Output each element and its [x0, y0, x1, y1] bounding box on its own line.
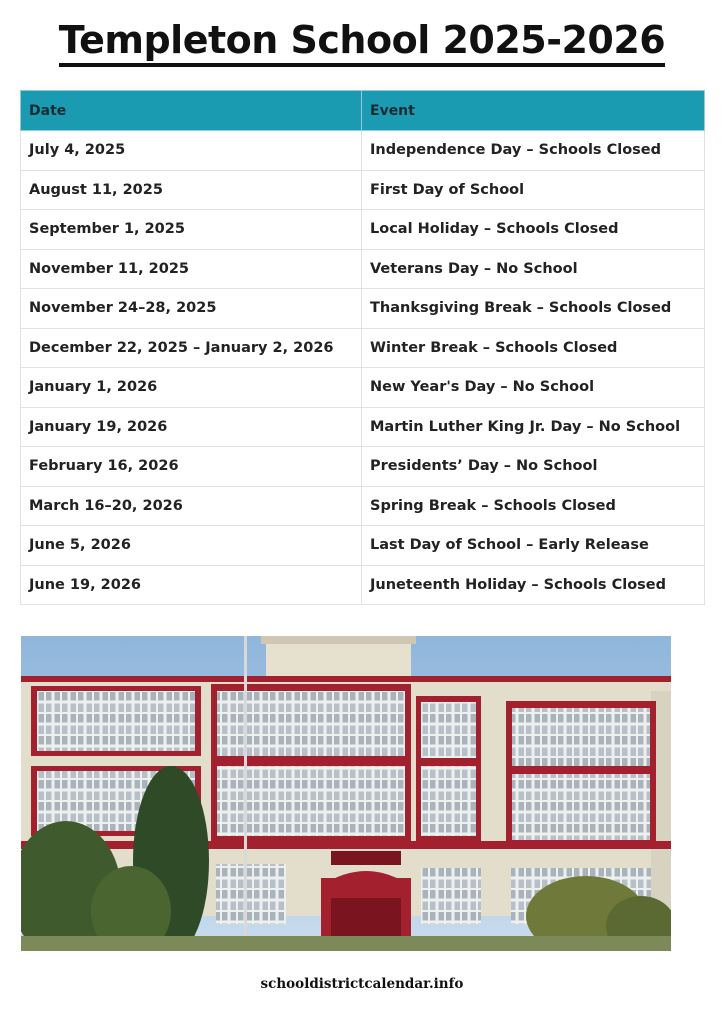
event-cell: Presidents’ Day – No School — [362, 447, 705, 487]
date-cell: March 16–20, 2026 — [21, 486, 362, 526]
date-cell: November 11, 2025 — [21, 249, 362, 289]
event-cell: Winter Break – Schools Closed — [362, 328, 705, 368]
calendar-table — [20, 90, 705, 605]
event-cell: Juneteenth Holiday – Schools Closed — [362, 565, 705, 605]
date-cell: June 5, 2026 — [21, 526, 362, 566]
event-cell: New Year's Day – No School — [362, 368, 705, 408]
school-building-photo — [21, 636, 671, 951]
table-row — [21, 210, 705, 250]
event-cell: Veterans Day – No School — [362, 249, 705, 289]
date-cell: January 19, 2026 — [21, 407, 362, 447]
event-cell: Martin Luther King Jr. Day – No School — [362, 407, 705, 447]
event-cell: Last Day of School – Early Release — [362, 526, 705, 566]
table-row — [21, 289, 705, 329]
date-cell: September 1, 2025 — [21, 210, 362, 250]
table-header-row — [21, 91, 705, 131]
table-row — [21, 486, 705, 526]
table-row — [21, 249, 705, 289]
date-cell: February 16, 2026 — [21, 447, 362, 487]
event-cell: Independence Day – Schools Closed — [362, 131, 705, 171]
table-row — [21, 368, 705, 408]
event-cell: Local Holiday – Schools Closed — [362, 210, 705, 250]
table-row — [21, 565, 705, 605]
page-title-text: Templeton School 2025-2026 — [59, 18, 666, 67]
footer-source: schooldistrictcalendar.info — [260, 976, 464, 992]
column-header-event: Event — [362, 91, 705, 131]
table-row — [21, 328, 705, 368]
event-cell: First Day of School — [362, 170, 705, 210]
date-cell: December 22, 2025 – January 2, 2026 — [21, 328, 362, 368]
page-title — [0, 18, 724, 62]
date-cell: July 4, 2025 — [21, 131, 362, 171]
table-row — [21, 526, 705, 566]
column-header-date: Date — [21, 91, 362, 131]
date-cell: January 1, 2026 — [21, 368, 362, 408]
table-row — [21, 447, 705, 487]
event-cell: Thanksgiving Break – Schools Closed — [362, 289, 705, 329]
event-cell: Spring Break – Schools Closed — [362, 486, 705, 526]
date-cell: August 11, 2025 — [21, 170, 362, 210]
table-row — [21, 407, 705, 447]
date-cell: November 24–28, 2025 — [21, 289, 362, 329]
table-row — [21, 170, 705, 210]
date-cell: June 19, 2026 — [21, 565, 362, 605]
table-row — [21, 131, 705, 171]
